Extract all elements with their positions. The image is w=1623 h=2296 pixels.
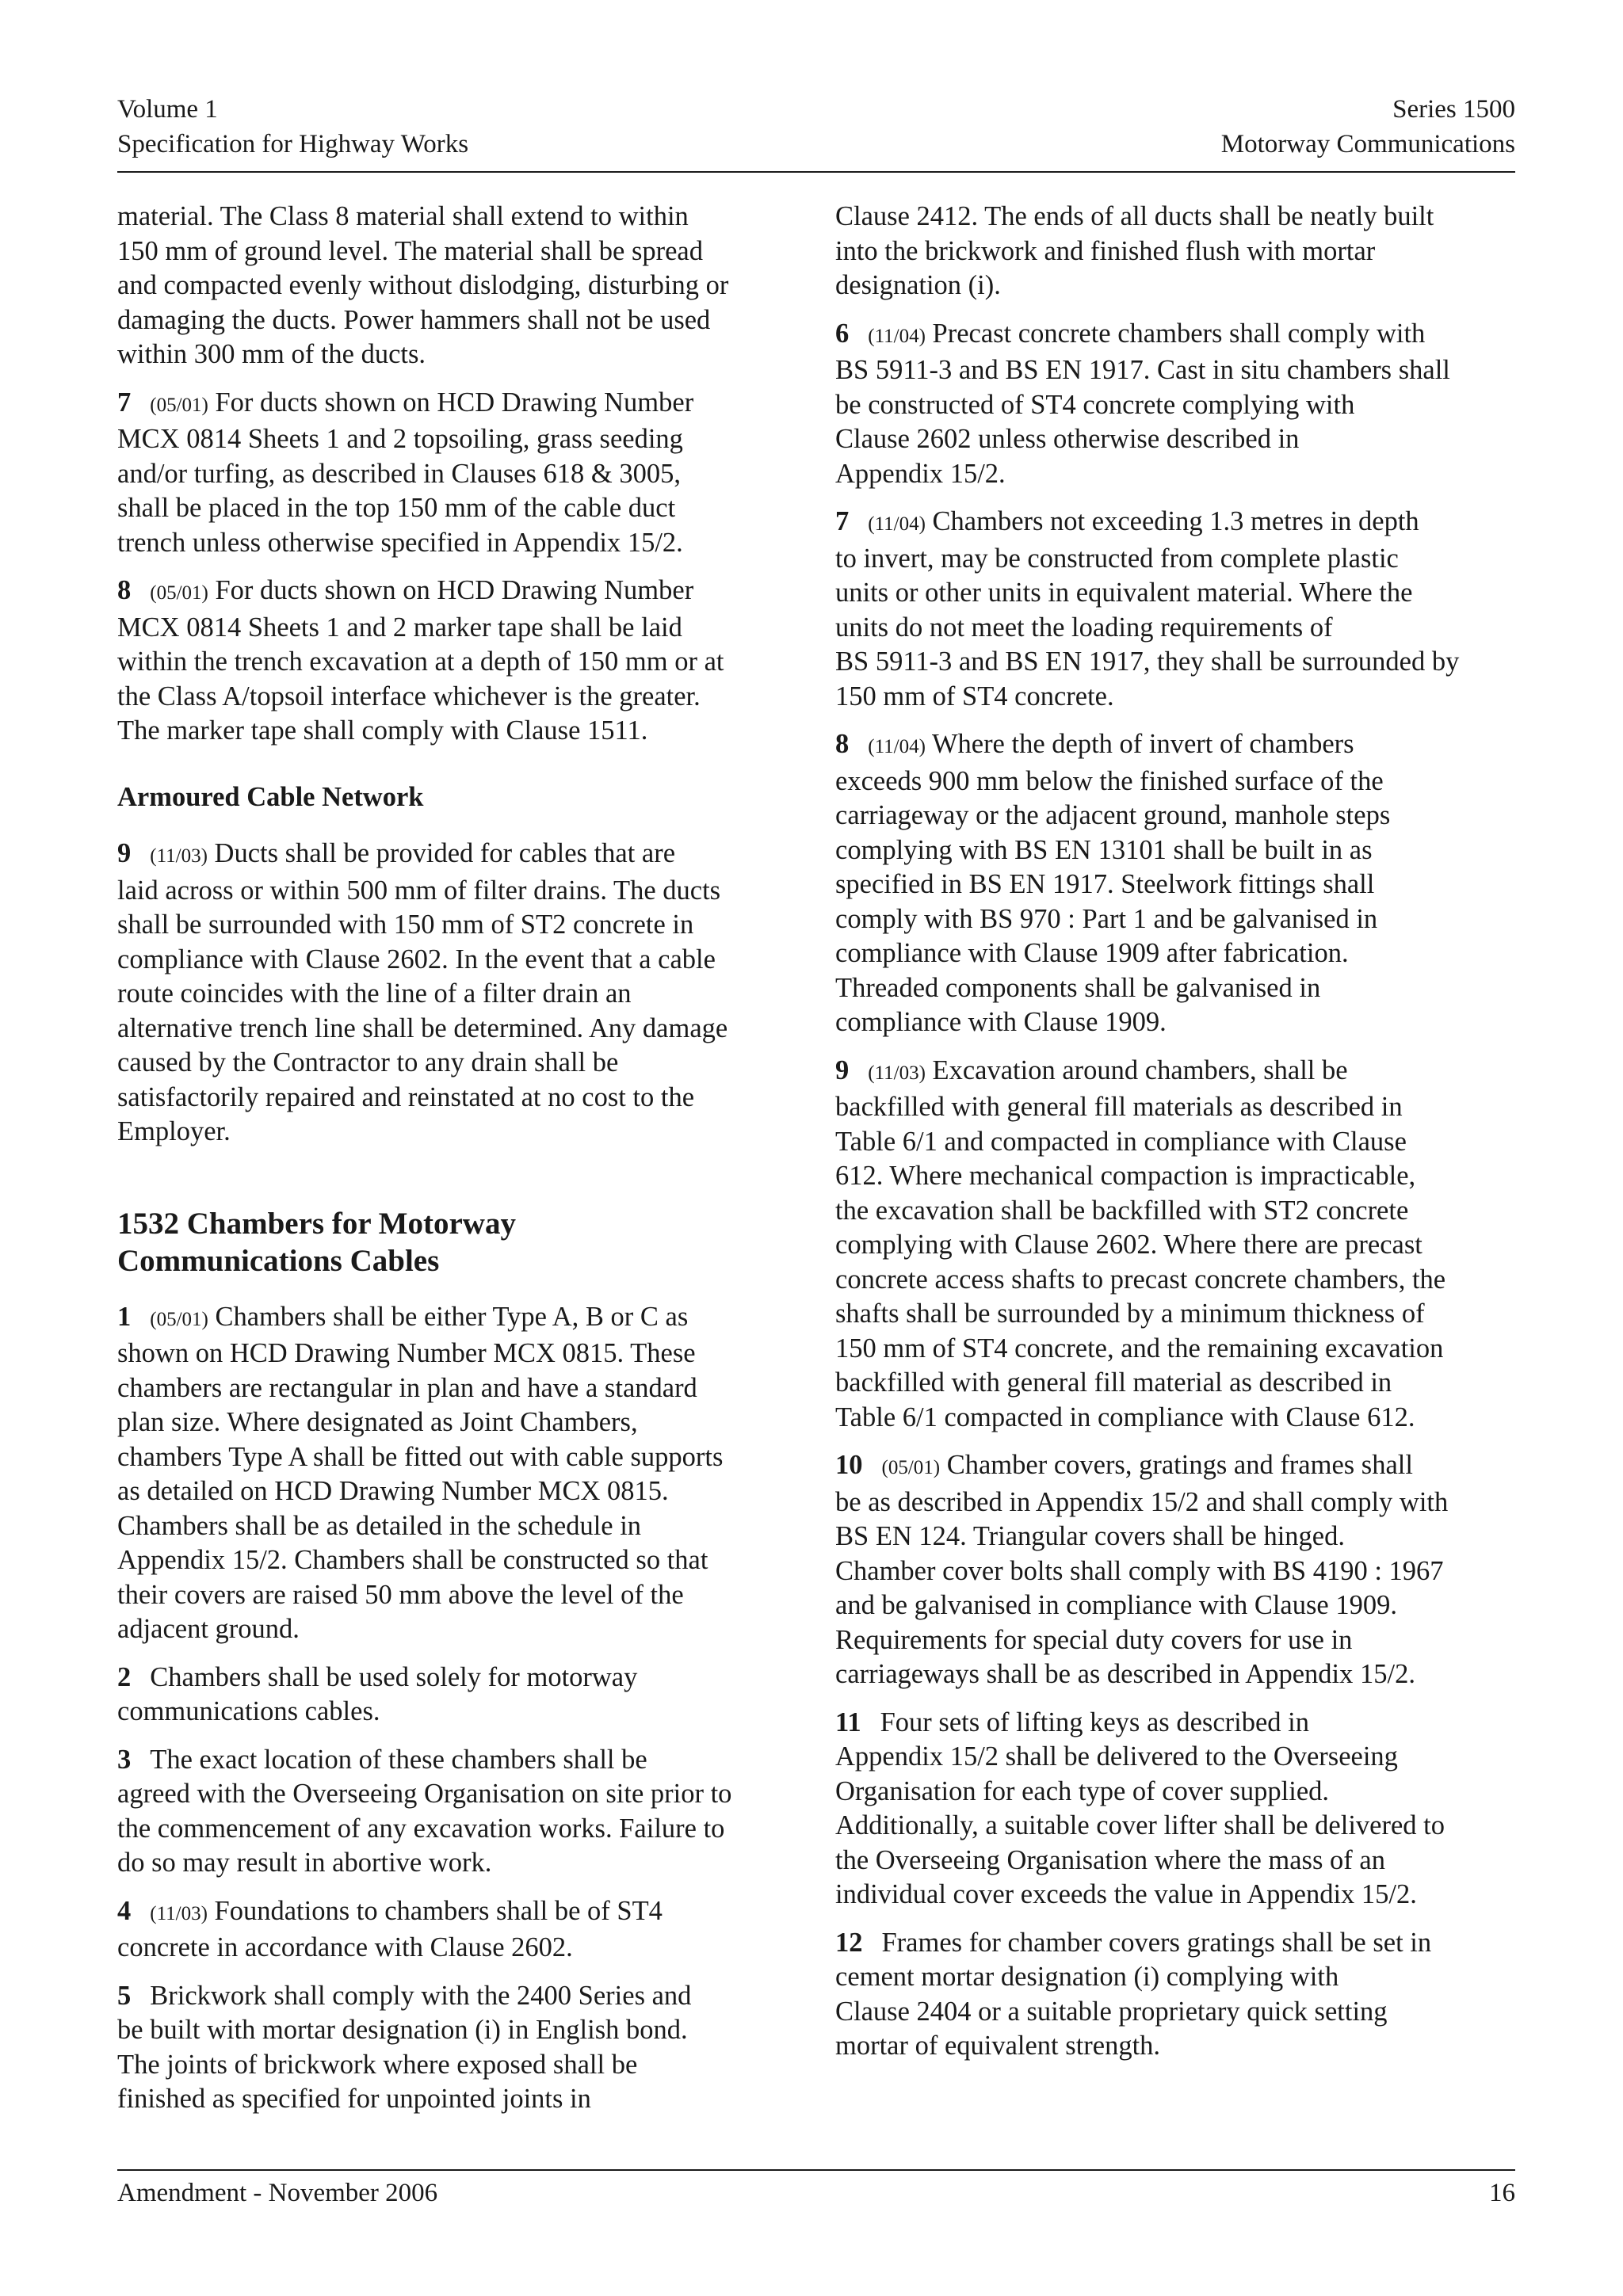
series-label: Series 1500 — [1392, 95, 1515, 124]
text-line: compliance with Clause 1909 after fabrication. — [835, 938, 1349, 968]
text-line: Excavation around chambers, shall be — [932, 1055, 1348, 1085]
volume-label: Volume 1 — [117, 95, 218, 124]
text-line: route coincides with the line of a filter drain an — [117, 978, 632, 1009]
text-line: to invert, may be constructed from complete plastic — [835, 543, 1399, 574]
page-number: 16 — [1489, 2179, 1515, 2207]
clause-number: 1 — [117, 1301, 132, 1332]
right-column — [835, 200, 1517, 2077]
text-line: For ducts shown on HCD Drawing Number — [215, 575, 694, 605]
text-line: Additionally, a suitable cover lifter shall be delivered to — [835, 1810, 1445, 1840]
text-line: within 300 mm of the ducts. — [117, 339, 426, 369]
section-clause-2 — [117, 1661, 799, 1730]
amendment-date: (11/03) — [150, 845, 208, 867]
text-line: The joints of brickwork where exposed shall be — [117, 2049, 638, 2080]
text-line: into the brickwork and finished flush with mortar — [835, 235, 1376, 266]
text-line: compliance with Clause 2602. In the event that a cable — [117, 944, 716, 974]
amendment-date: (11/04) — [868, 513, 926, 535]
text-line: the excavation shall be backfilled with ST2 concrete — [835, 1195, 1409, 1226]
clause-number: 9 — [117, 838, 132, 868]
text-line: complying with BS EN 13101 shall be built in as — [835, 834, 1373, 865]
spec-title: Specification for Highway Works — [117, 130, 469, 158]
section-clause-8 — [835, 727, 1517, 1040]
text-line: BS 5911-3 and BS EN 1917. Cast in situ chambers shall — [835, 355, 1450, 385]
text-line: do so may result in abortive work. — [117, 1848, 492, 1878]
text-line: Chamber cover bolts shall comply with BS 4190 : 1967 — [835, 1555, 1444, 1586]
text-line: individual cover exceeds the value in Appendix 15/2. — [835, 1879, 1417, 1909]
text-line: and compacted evenly without dislodging, disturbing or — [117, 270, 729, 300]
text-line: units or other units in equivalent material. Where the — [835, 578, 1413, 608]
text-line: be as described in Appendix 15/2 and shall comply with — [835, 1486, 1449, 1517]
text-line: 150 mm of ground level. The material shall be spread — [117, 235, 703, 266]
text-line: specified in BS EN 1917. Steelwork fittings shall — [835, 869, 1375, 899]
amendment-date: (05/01) — [150, 394, 208, 416]
text-line: material. The Class 8 material shall extend to within — [117, 201, 689, 231]
section-clause-7 — [835, 505, 1517, 714]
text-line: Chambers shall be either Type A, B or C as — [215, 1301, 689, 1332]
section-clause-12 — [835, 1926, 1517, 2064]
page-header — [117, 92, 1515, 173]
amendment-label: Amendment - November 2006 — [117, 2179, 438, 2207]
text-line: BS EN 124. Triangular covers shall be hinged. — [835, 1521, 1345, 1551]
text-line: carriageways shall be as described in Appendix 15/2. — [835, 1659, 1415, 1689]
clause-number: 8 — [835, 729, 850, 759]
text-line: Ducts shall be provided for cables that are — [214, 838, 676, 868]
text-line: carriageway or the adjacent ground, manhole steps — [835, 800, 1391, 830]
text-line: the Class A/topsoil interface whichever is the greater. — [117, 681, 701, 711]
amendment-date: (05/01) — [150, 1308, 208, 1330]
clause-7 — [117, 386, 799, 561]
text-line: laid across or within 500 mm of filter drains. The ducts — [117, 875, 721, 906]
page-footer — [117, 2169, 1515, 2218]
text-line: Clause 2602 unless otherwise described in — [835, 424, 1300, 454]
clause-number: 7 — [835, 506, 850, 536]
text-line: 150 mm of ST4 concrete, and the remaining excavation — [835, 1333, 1444, 1363]
text-line: trench unless otherwise specified in Appendix 15/2. — [117, 527, 683, 558]
left-column — [117, 200, 799, 2130]
text-line: comply with BS 970 : Part 1 and be galvanised in — [835, 903, 1378, 934]
text-line: the Overseeing Organisation where the mass of an — [835, 1844, 1385, 1875]
text-line: Chambers not exceeding 1.3 metres in depth — [932, 506, 1419, 536]
text-line: Table 6/1 compacted in compliance with Clause 612. — [835, 1402, 1415, 1432]
text-line: cement mortar designation (i) complying with — [835, 1962, 1339, 1992]
text-line: Requirements for special duty covers for use in — [835, 1624, 1353, 1655]
text-line: Clause 2404 or a suitable proprietary quick setting — [835, 1996, 1388, 2027]
header-right — [1221, 92, 1515, 162]
text-line: within the trench excavation at a depth of 150 mm or at — [117, 646, 724, 677]
text-line: Foundations to chambers shall be of ST4 — [214, 1895, 663, 1926]
clause-number: 12 — [835, 1927, 863, 1958]
clause-number: 10 — [835, 1450, 863, 1480]
text-line: shown on HCD Drawing Number MCX 0815. These — [117, 1338, 696, 1368]
paragraph-continued — [117, 200, 799, 372]
text-line: Appendix 15/2. Chambers shall be constructed so that — [117, 1545, 708, 1575]
text-line: shafts shall be surrounded by a minimum thickness of — [835, 1299, 1425, 1329]
clause-number: 5 — [117, 1980, 132, 2011]
text-line: the commencement of any excavation works. Failure to — [117, 1813, 725, 1844]
text-line: Brickwork shall comply with the 2400 Series and — [150, 1980, 692, 2011]
text-line: exceeds 900 mm below the finished surface of the — [835, 765, 1384, 796]
text-line: concrete access shafts to precast concrete chambers, the — [835, 1264, 1446, 1295]
text-line: Organisation for each type of cover supplied. — [835, 1775, 1330, 1806]
text-line: damaging the ducts. Power hammers shall not be used — [117, 304, 711, 335]
text-line: caused by the Contractor to any drain shall be — [117, 1047, 619, 1077]
amendment-date: (11/03) — [868, 1062, 926, 1084]
text-line: Chambers shall be as detailed in the schedule in — [117, 1510, 642, 1541]
text-line: shall be surrounded with 150 mm of ST2 concrete in — [117, 910, 694, 940]
clause-number: 4 — [117, 1895, 132, 1926]
text-line: their covers are raised 50 mm above the level of the — [117, 1579, 684, 1610]
section-clause-9 — [835, 1054, 1517, 1436]
text-line: For ducts shown on HCD Drawing Number — [215, 387, 694, 418]
text-line: satisfactorily repaired and reinstated at no cost to the — [117, 1081, 695, 1112]
text-line: be built with mortar designation (i) in English bond. — [117, 2015, 688, 2045]
text-line: alternative trench line shall be determined. Any damage — [117, 1013, 728, 1043]
heading-line: Communications Cables — [117, 1243, 440, 1278]
amendment-date: (11/04) — [868, 736, 926, 757]
text-line: designation (i). — [835, 270, 1001, 300]
text-line: Clause 2412. The ends of all ducts shall be neatly built — [835, 201, 1434, 231]
section-clause-11 — [835, 1706, 1517, 1913]
text-line: communications cables. — [117, 1696, 380, 1726]
section-clause-4 — [117, 1894, 799, 1966]
text-line: plan size. Where designated as Joint Chambers, — [117, 1407, 638, 1437]
clause-number: 3 — [117, 1744, 132, 1775]
clause-number: 7 — [117, 387, 132, 418]
text-line: Frames for chamber covers gratings shall be set in — [881, 1927, 1432, 1958]
clause-8 — [117, 574, 799, 749]
text-line: mortar of equivalent strength. — [835, 2031, 1161, 2061]
text-line: Appendix 15/2 shall be delivered to the Overseeing — [835, 1741, 1398, 1772]
text-line: and be galvanised in compliance with Clause 1909. — [835, 1590, 1397, 1620]
subheading: Armoured Cable Network — [117, 781, 424, 812]
text-line: Employer. — [117, 1116, 231, 1146]
amendment-date: (05/01) — [881, 1457, 941, 1478]
text-line: adjacent ground. — [117, 1614, 300, 1644]
section-clause-1 — [117, 1300, 799, 1647]
clause-number: 6 — [835, 318, 850, 349]
clause-9 — [117, 837, 799, 1150]
text-line: be constructed of ST4 concrete complying with — [835, 389, 1355, 420]
text-line: finished as specified for unpointed joints in — [117, 2084, 591, 2114]
paragraph-continued — [835, 200, 1517, 303]
text-line: and/or turfing, as described in Clauses 618 & 3005, — [117, 458, 681, 489]
section-clause-10 — [835, 1448, 1517, 1692]
text-line: Table 6/1 and compacted in compliance with Clause — [835, 1126, 1407, 1157]
text-line: Chambers shall be used solely for motorway — [150, 1661, 638, 1692]
clause-number: 11 — [835, 1707, 861, 1737]
section-clause-6 — [835, 317, 1517, 492]
text-line: units do not meet the loading requirements of — [835, 612, 1333, 643]
section-clause-3 — [117, 1743, 799, 1881]
clause-number: 9 — [835, 1055, 850, 1085]
text-line: complying with Clause 2602. Where there are precast — [835, 1230, 1423, 1260]
clause-number: 2 — [117, 1661, 132, 1692]
text-line: 612. Where mechanical compaction is impracticable, — [835, 1161, 1416, 1191]
text-line: MCX 0814 Sheets 1 and 2 marker tape shall be laid — [117, 612, 682, 643]
clause-number: 8 — [117, 575, 132, 605]
text-line: backfilled with general fill material as described in — [835, 1367, 1392, 1398]
series-title: Motorway Communications — [1220, 130, 1515, 158]
section-clause-5 — [117, 1979, 799, 2117]
text-line: Threaded components shall be galvanised in — [835, 972, 1321, 1003]
amendment-date: (05/01) — [150, 582, 208, 604]
amendment-date: (11/03) — [150, 1902, 208, 1924]
text-line: compliance with Clause 1909. — [835, 1007, 1167, 1037]
text-line: Precast concrete chambers shall comply with — [932, 318, 1426, 349]
text-line: The exact location of these chambers shall be — [150, 1744, 647, 1775]
text-line: concrete in accordance with Clause 2602. — [117, 1932, 573, 1962]
text-line: Chamber covers, gratings and frames shall — [946, 1450, 1413, 1480]
heading-line: 1532 Chambers for Motorway — [117, 1206, 516, 1241]
text-line: chambers are rectangular in plan and have a standard — [117, 1372, 697, 1403]
text-line: The marker tape shall comply with Clause 1511. — [117, 715, 648, 746]
section-heading — [117, 1205, 799, 1280]
header-left — [117, 92, 468, 162]
text-line: shall be placed in the top 150 mm of the cable duct — [117, 493, 676, 523]
text-line: MCX 0814 Sheets 1 and 2 topsoiling, grass seeding — [117, 424, 683, 454]
text-line: 150 mm of ST4 concrete. — [835, 681, 1114, 711]
text-line: chambers Type A shall be fitted out with cable supports — [117, 1441, 724, 1472]
amendment-date: (11/04) — [868, 325, 926, 347]
text-line: backfilled with general fill materials as described in — [835, 1092, 1403, 1122]
text-line: Where the depth of invert of chambers — [931, 729, 1354, 759]
text-line: Four sets of lifting keys as described in — [880, 1707, 1309, 1737]
text-line: Appendix 15/2. — [835, 458, 1006, 489]
text-line: as detailed on HCD Drawing Number MCX 0815. — [117, 1476, 669, 1506]
text-line: agreed with the Overseeing Organisation on site prior to — [117, 1779, 732, 1809]
text-line: BS 5911-3 and BS EN 1917, they shall be surrounded by — [835, 646, 1460, 677]
